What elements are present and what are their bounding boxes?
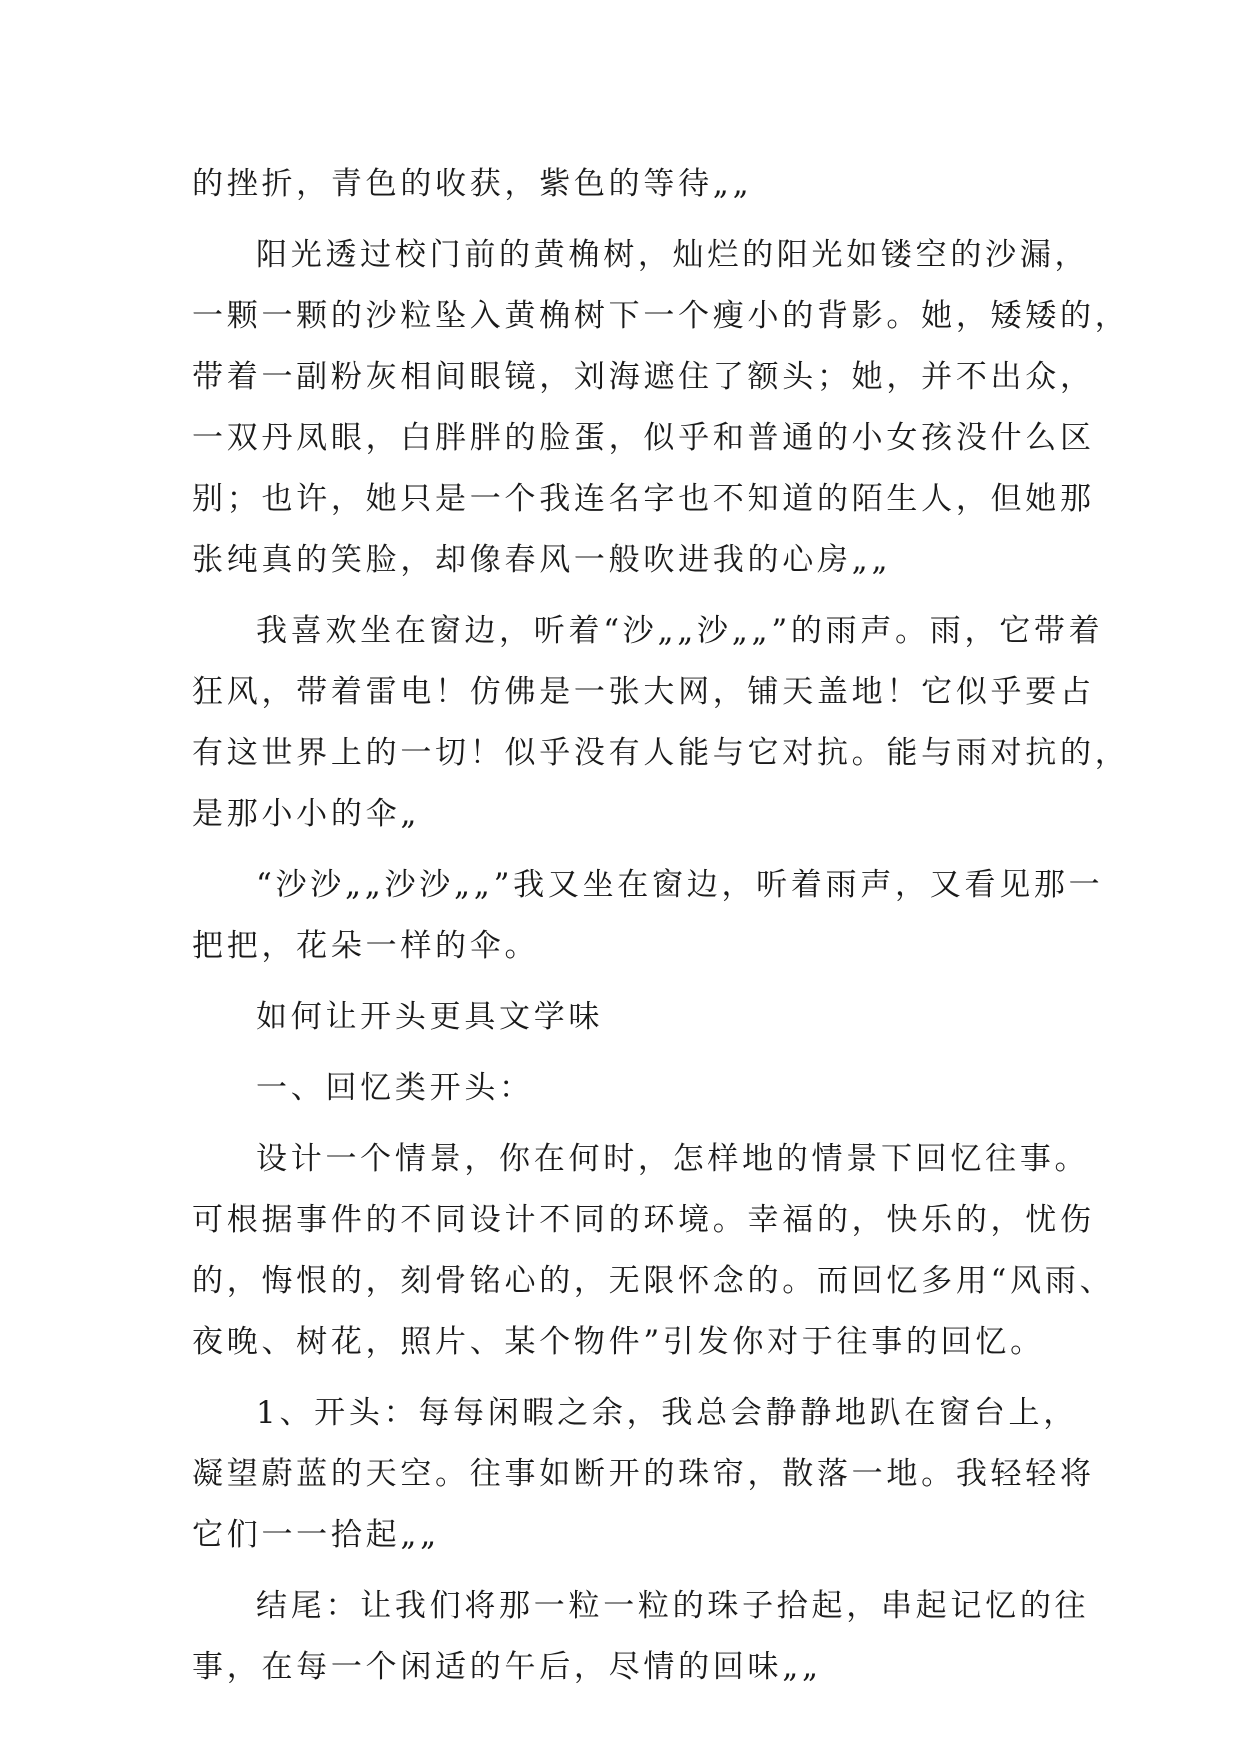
paragraph-gap xyxy=(192,1119,1072,1129)
text-line: 的挫折，青色的收获，紫色的等待„„ xyxy=(192,166,753,202)
text-line: 是那小小的伞„ xyxy=(192,796,421,832)
text-line: “沙沙„„沙沙„„”我又坐在窗边，听着雨声，又看见那一 xyxy=(256,867,1104,903)
text-line: 凝望蔚蓝的天空。往事如断开的珠帘，散落一地。我轻轻将 xyxy=(192,1456,1095,1492)
text-line: 如何让开头更具文学味 xyxy=(256,999,604,1035)
document-page xyxy=(192,154,1130,1698)
text-line: 把把，花朵一样的伞。 xyxy=(192,928,540,964)
paragraph-gap xyxy=(192,215,1072,225)
text-line: 设计一个情景，你在何时，怎样地的情景下回忆往事。 xyxy=(256,1141,1090,1177)
paragraph-gap xyxy=(192,1566,1072,1576)
text-line: 狂风，带着雷电！仿佛是一张大网，铺天盖地！它似乎要占 xyxy=(192,674,1095,710)
text-line: 张纯真的笑脸，却像春风一般吹进我的心房„„ xyxy=(192,542,892,578)
text-line: 我喜欢坐在窗边，听着“沙„„沙„„”的雨声。雨，它带着 xyxy=(256,613,1104,649)
text-line: 的，悔恨的，刻骨铭心的，无限怀念的。而回忆多用“风雨、 xyxy=(192,1263,1115,1299)
paragraph-gap xyxy=(192,977,1072,987)
text-line: 结尾：让我们将那一粒一粒的珠子拾起，串起记忆的往 xyxy=(256,1588,1090,1624)
text-line: 1、开头：每每闲暇之余，我总会静静地趴在窗台上， xyxy=(256,1395,1079,1431)
paragraph-gap xyxy=(192,1048,1072,1058)
text-line: 夜晚、树花，照片、某个物件”引发你对于往事的回忆。 xyxy=(192,1324,1045,1360)
paragraph-gap xyxy=(192,845,1072,855)
paragraph-gap xyxy=(192,1373,1072,1383)
text-line: 可根据事件的不同设计不同的环境。幸福的，快乐的，忧伤 xyxy=(192,1202,1095,1238)
text-line: 别；也许，她只是一个我连名字也不知道的陌生人，但她那 xyxy=(192,481,1095,517)
text-line: 带着一副粉灰相间眼镜，刘海遮住了额头；她，并不出众， xyxy=(192,359,1095,395)
text-line: 一颗一颗的沙粒坠入黄桷树下一个瘦小的背影。她，矮矮的， xyxy=(192,298,1130,334)
text-line: 阳光透过校门前的黄桷树，灿烂的阳光如镂空的沙漏， xyxy=(256,237,1090,273)
text-line: 有这世界上的一切！似乎没有人能与它对抗。能与雨对抗的， xyxy=(192,735,1130,771)
text-line: 事，在每一个闲适的午后，尽情的回味„„ xyxy=(192,1649,822,1685)
paragraph-gap xyxy=(192,591,1072,601)
text-line: 它们一一拾起„„ xyxy=(192,1517,440,1553)
text-line: 一双丹凤眼，白胖胖的脸蛋，似乎和普通的小女孩没什么区 xyxy=(192,420,1095,456)
text-line: 一、回忆类开头： xyxy=(256,1070,534,1106)
